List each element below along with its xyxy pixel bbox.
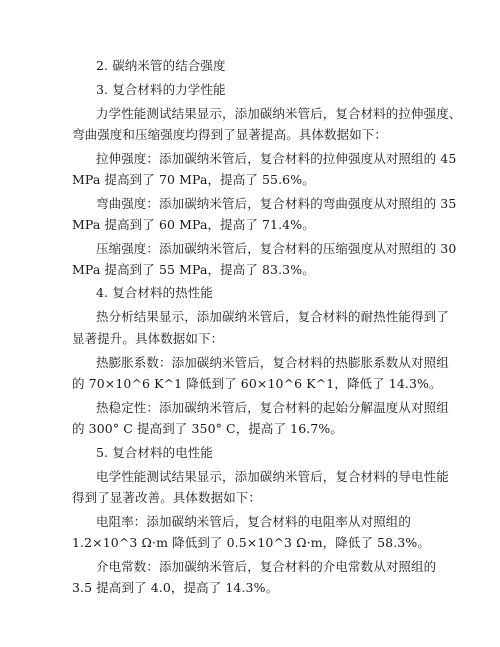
paragraph-line: 热膨胀系数：添加碳纳米管后，复合材料的热膨胀系数从对照组 <box>96 355 449 370</box>
paragraph-line: 热稳定性：添加碳纳米管后，复合材料的起始分解温度从对照组 <box>96 400 449 415</box>
paragraph-line: 得到了显著改善。具体数据如下： <box>72 490 262 505</box>
paragraph-line: 显著提升。具体数据如下： <box>72 331 224 346</box>
paragraph-line: 力学性能测试结果显示，添加碳纳米管后，复合材料的拉伸强度、 <box>96 106 462 121</box>
paragraph-line: 的 70×10^6 K^1 降低到了 60×10^6 K^1，降低了 14.3%。 <box>72 376 442 391</box>
paragraph-line: 1.2×10^3 Ω·m 降低到了 0.5×10^3 Ω·m，降低了 58.3%。 <box>72 535 430 550</box>
section-heading-2: 2. 碳纳米管的结合强度 <box>96 58 226 73</box>
paragraph-line: 电阻率：添加碳纳米管后，复合材料的电阻率从对照组的 <box>96 514 412 529</box>
paragraph-line: 的 300° C 提高到了 350° C，提高了 16.7%。 <box>72 421 343 436</box>
paragraph-line: 介电常数：添加碳纳米管后，复合材料的介电常数从对照组的 <box>96 559 437 574</box>
paragraph-line: MPa 提高到了 70 MPa，提高了 55.6%。 <box>72 172 315 187</box>
paragraph-line: MPa 提高到了 60 MPa，提高了 71.4%。 <box>72 217 315 232</box>
paragraph-line: 热分析结果显示，添加碳纳米管后，复合材料的耐热性能得到了 <box>96 309 449 324</box>
paragraph-line: 弯曲强度：添加碳纳米管后，复合材料的弯曲强度从对照组的 35 <box>96 196 457 211</box>
paragraph-line: 拉伸强度：添加碳纳米管后，复合材料的拉伸强度从对照组的 45 <box>96 151 457 166</box>
paragraph-line: 电学性能测试结果显示，添加碳纳米管后，复合材料的导电性能 <box>96 469 449 484</box>
section-heading-5: 5. 复合材料的电性能 <box>96 445 213 460</box>
section-heading-4: 4. 复合材料的热性能 <box>96 285 213 300</box>
paragraph-line: 3.5 提高到了 4.0，提高了 14.3%。 <box>72 580 279 595</box>
section-heading-3: 3. 复合材料的力学性能 <box>96 82 226 97</box>
paragraph-line: 弯曲强度和压缩强度均得到了显著提高。具体数据如下： <box>72 127 388 142</box>
paragraph-line: MPa 提高到了 55 MPa，提高了 83.3%。 <box>72 262 315 277</box>
paragraph-line: 压缩强度：添加碳纳米管后，复合材料的压缩强度从对照组的 30 <box>96 241 457 256</box>
